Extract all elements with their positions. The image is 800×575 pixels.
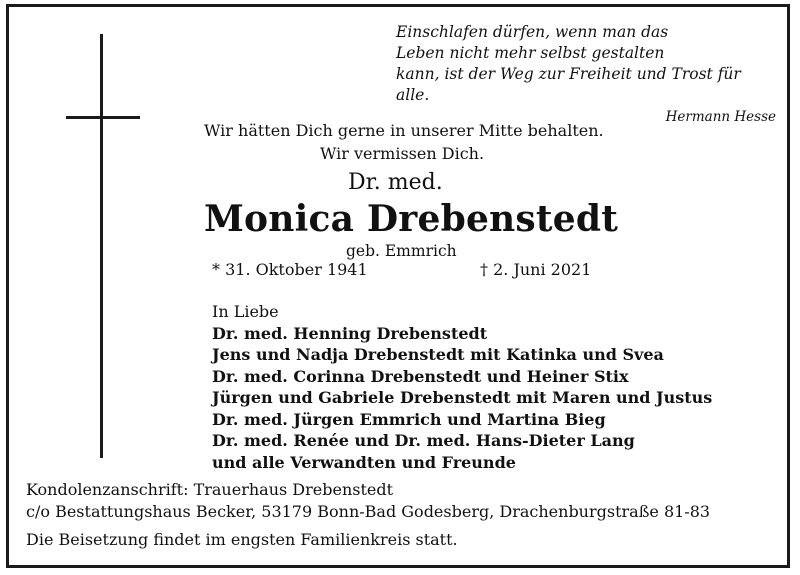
burial-note: Die Beisetzung findet im engsten Familienkreis statt. — [26, 530, 458, 549]
mourner-name: Jürgen und Gabriele Drebenstedt mit Maren und Justus — [212, 388, 713, 407]
mourner-name: Dr. med. Renée und Dr. med. Hans-Dieter Lang — [212, 431, 635, 450]
lead-line-1: Wir hätten Dich gerne in unserer Mitte behalten. — [204, 121, 604, 140]
lead-line-2: Wir vermissen Dich. — [320, 144, 485, 163]
mourner-name: Dr. med. Jürgen Emmrich und Martina Bieg — [212, 409, 606, 429]
mourners-intro: In Liebe — [212, 302, 279, 321]
mourner-name: Jens und Nadja Drebenstedt mit Katinka und Svea — [212, 345, 664, 364]
mourners-list — [212, 301, 712, 473]
mourner-name: Dr. med. Corinna Drebenstedt und Heiner Stix — [212, 366, 629, 386]
mourner-name: Dr. med. Henning Drebenstedt — [212, 323, 488, 343]
quote-line: kann, ist der Weg zur Freiheit und Trost für alle. — [396, 65, 741, 104]
quote — [396, 22, 776, 128]
quote-author: Hermann Hesse — [665, 109, 776, 125]
birth-date: * 31. Oktober 1941 — [212, 260, 368, 279]
deceased-name: Monica Drebenstedt — [204, 198, 619, 240]
birth-name: geb. Emmrich — [346, 242, 457, 260]
cross-icon-bar — [66, 116, 140, 119]
death-date: † 2. Juni 2021 — [480, 260, 592, 279]
quote-line: Einschlafen dürfen, wenn man das — [396, 23, 669, 41]
cross-icon — [100, 34, 103, 458]
deceased-title: Dr. med. — [348, 170, 443, 195]
condolence-address: c/o Bestattungshaus Becker, 53179 Bonn-Bad Godesberg, Drachenburgstraße 81-83 — [26, 502, 711, 521]
condolence-address-title: Kondolenzanschrift: Trauerhaus Drebenstedt — [26, 480, 394, 499]
mourner-name: und alle Verwandten und Freunde — [212, 452, 516, 472]
quote-line: Leben nicht mehr selbst gestalten — [396, 44, 665, 62]
